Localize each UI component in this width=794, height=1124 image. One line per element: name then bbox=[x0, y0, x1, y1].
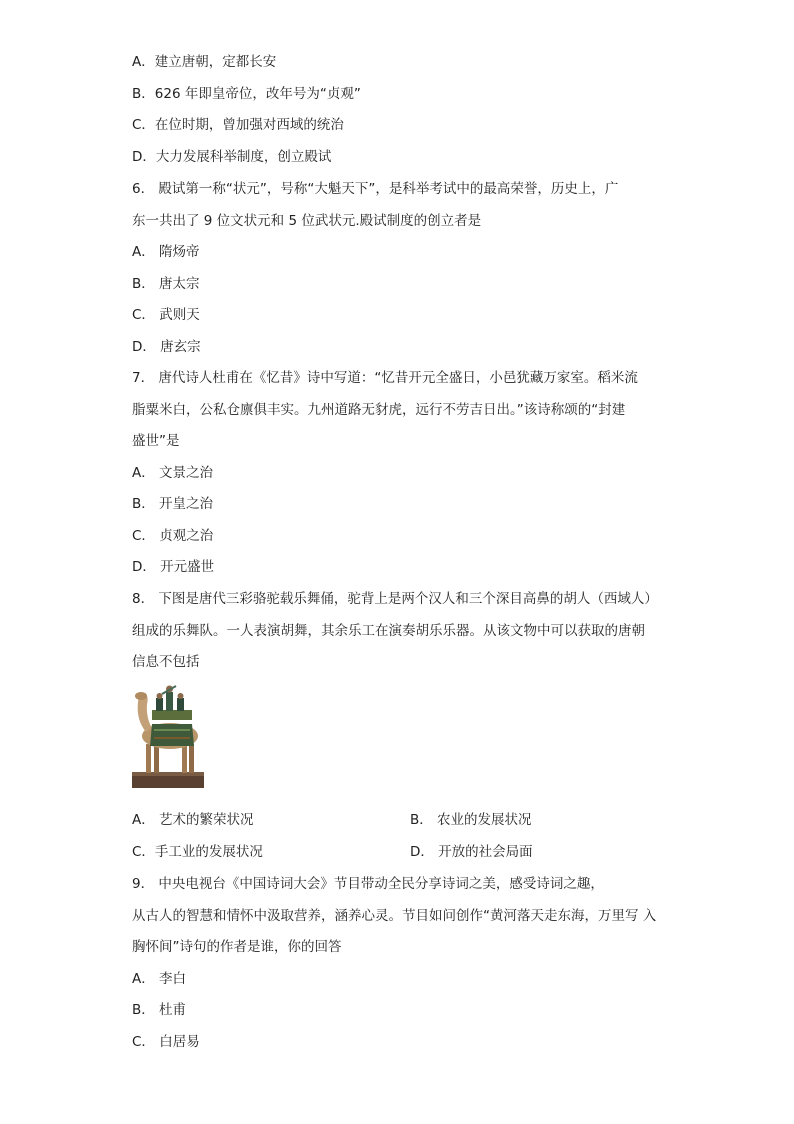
question-6-stem-1: 6． 殿试第一称“状元”，号称“大魁天下”，是科举考试中的最高荣誉，历史上，广 bbox=[132, 181, 619, 197]
question-6-option-b: B． 唐太宗 bbox=[132, 276, 200, 292]
question-7-option-c: C． 贞观之治 bbox=[132, 528, 214, 544]
question-8-option-c: C．手工业的发展状况 bbox=[132, 844, 263, 860]
tang-sancai-camel-figure bbox=[132, 680, 208, 790]
question-7-option-b: B． 开皇之治 bbox=[132, 496, 214, 512]
option-b-line: B．626 年即皇帝位，改年号为“贞观” bbox=[132, 86, 361, 102]
option-c-line: C．在位时期，曾加强对西域的统治 bbox=[132, 117, 344, 133]
question-7-stem-2: 脂粟米白，公私仓廪俱丰实。九州道路无豺虎，远行不劳吉日出。”该诗称颂的“封建 bbox=[132, 402, 626, 418]
question-6-option-a: A． 隋炀帝 bbox=[132, 244, 200, 260]
question-6-option-c: C． 武则天 bbox=[132, 307, 200, 323]
question-8-stem-1: 8． 下图是唐代三彩骆驼载乐舞俑，驼背上是两个汉人和三个深目高鼻的胡人（西域人） bbox=[132, 591, 658, 607]
question-8-option-d: D． 开放的社会局面 bbox=[410, 844, 533, 860]
option-a-line: A．建立唐朝，定都长安 bbox=[132, 54, 277, 70]
question-9-stem-3: 胸怀间”诗句的作者是谁，你的回答 bbox=[132, 939, 342, 955]
question-8-option-b: B． 农业的发展状况 bbox=[410, 812, 532, 828]
question-9-option-a: A． 李白 bbox=[132, 971, 187, 987]
question-8-option-a: A． 艺术的繁荣状况 bbox=[132, 812, 254, 828]
question-7-option-d: D． 开元盛世 bbox=[132, 559, 215, 575]
question-6-stem-2: 东一共出了 9 位文状元和 5 位武状元.殿试制度的创立者是 bbox=[132, 213, 482, 229]
question-7-stem-1: 7． 唐代诗人杜甫在《忆昔》诗中写道：“忆昔开元全盛日，小邑犹藏万家室。稻米流 bbox=[132, 370, 638, 386]
question-9-stem-1: 9． 中央电视台《中国诗词大会》节目带动全民分享诗词之美，感受诗词之趣， bbox=[132, 876, 604, 892]
question-7-stem-3: 盛世”是 bbox=[132, 433, 180, 449]
question-8-stem-3: 信息不包括 bbox=[132, 654, 200, 670]
question-9-option-c: C． 白居易 bbox=[132, 1034, 200, 1050]
question-6-option-d: D． 唐玄宗 bbox=[132, 339, 201, 355]
question-9-option-b: B． 杜甫 bbox=[132, 1002, 187, 1018]
question-7-option-a: A． 文景之治 bbox=[132, 465, 214, 481]
question-9-stem-2: 从古人的智慧和情怀中汲取营养，涵养心灵。节目如问创作“黄河落天走东海，万里写 入 bbox=[132, 908, 657, 924]
option-d-line: D．大力发展科举制度，创立殿试 bbox=[132, 149, 332, 165]
question-8-stem-2: 组成的乐舞队。一人表演胡舞，其余乐工在演奏胡乐乐器。从该文物中可以获取的唐朝 bbox=[132, 623, 645, 639]
